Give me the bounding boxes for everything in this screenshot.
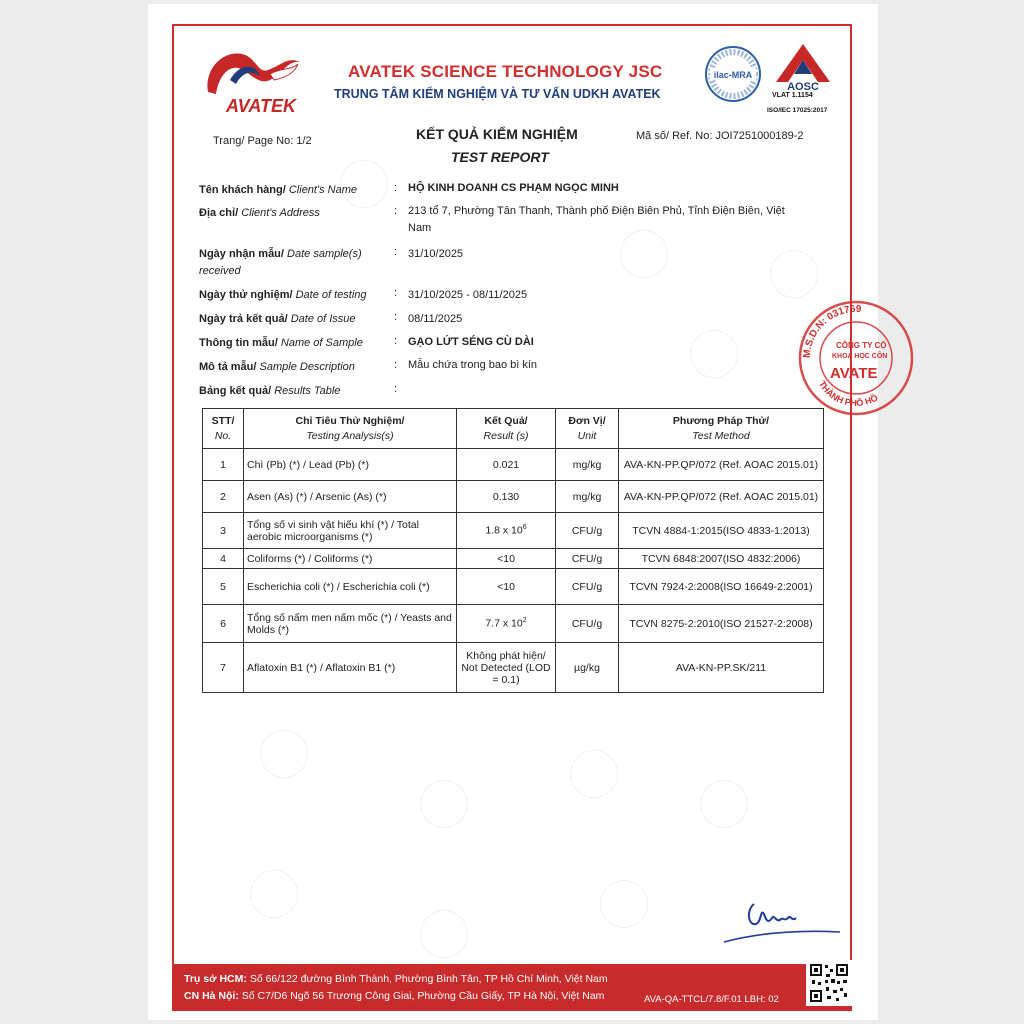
row-result: 0.021	[457, 449, 556, 481]
row-method: TCVN 7924-2:2008(ISO 16649-2:2001)	[619, 569, 824, 605]
report-title-en: TEST REPORT	[451, 149, 549, 165]
row-unit: mg/kg	[556, 449, 619, 481]
result-exponent: 6	[522, 524, 527, 532]
date-received-value: 31/10/2025	[408, 248, 464, 260]
ilac-mra-logo	[704, 45, 762, 103]
qr-code	[806, 960, 852, 1006]
row-analysis: Aflatoxin B1 (*) / Aflatoxin B1 (*)	[244, 643, 457, 693]
row-no: 1	[203, 449, 244, 481]
row-unit: CFU/g	[556, 549, 619, 569]
colon: :	[394, 205, 398, 217]
row-method: AVA-KN-PP.SK/211	[619, 643, 824, 693]
client-name-label: Tên khách hàng/ Client's Name	[199, 184, 357, 196]
date-testing-label: Ngày thử nghiệm/ Date of testing	[199, 289, 367, 301]
stamp-brand: AVATE	[830, 365, 878, 382]
row-analysis: Chì (Pb) (*) / Lead (Pb) (*)	[244, 449, 457, 481]
colon: :	[394, 287, 398, 299]
row-unit: µg/kg	[556, 643, 619, 693]
page-number: Trang/ Page No: 1/2	[213, 135, 312, 147]
row-result: <10	[457, 549, 556, 569]
row-unit: CFU/g	[556, 569, 619, 605]
colon: :	[394, 246, 398, 258]
ilac-text: ilac-MRA	[713, 70, 753, 80]
footer-hanoi: CN Hà Nội: Số C7/D6 Ngõ 56 Trương Công Giai, Phường Cầu Giấy, TP Hà Nội, Việt Nam	[184, 990, 605, 1002]
sample-name-value: GẠO LỨT SÉNG CÙ DÀI	[408, 336, 534, 348]
date-issue-label: Ngày trả kết quả/ Date of Issue	[199, 313, 356, 325]
row-unit: CFU/g	[556, 605, 619, 643]
row-analysis: Tổng số nấm men nấm mốc (*) / Yeasts and Molds (*)	[244, 605, 457, 643]
signature	[722, 892, 842, 952]
result-exponent: 2	[522, 617, 527, 625]
client-name-value: HỘ KINH DOANH CS PHẠM NGỌC MINH	[408, 182, 619, 194]
results-table-label: Bảng kết quả/ Results Table	[199, 385, 341, 397]
row-method: TCVN 8275-2:2010(ISO 21527-2:2008)	[619, 605, 824, 643]
logo-text: AVATEK	[226, 96, 296, 116]
stamp-line1: CÔNG TY CỔ	[836, 341, 887, 350]
date-testing-value: 31/10/2025 - 08/11/2025	[408, 289, 528, 301]
table-row	[203, 481, 824, 513]
client-address-label: Địa chỉ/ Client's Address	[199, 207, 320, 219]
row-result: <10	[457, 569, 556, 605]
footer-hcm: Trụ sở HCM: Số 66/122 đường Bình Thành, Phường Bình Tân, TP Hồ Chí Minh, Việt Nam	[184, 973, 608, 985]
row-result: 1.8 x $10^6$	[457, 513, 556, 549]
sample-desc-value: Mẫu chứa trong bao bì kín	[408, 359, 538, 371]
header-analysis: Chỉ Tiêu Thử Nghiệm/ Testing Analysis(s)	[244, 409, 457, 449]
table-row	[203, 569, 824, 605]
header-result: Kết Quả/ Result (s)	[457, 409, 556, 449]
colon: :	[394, 383, 398, 395]
aosc-iso: ISO/IEC 17025:2017	[767, 107, 828, 114]
company-name: AVATEK SCIENCE TECHNOLOGY JSC	[348, 62, 663, 81]
row-no: 2	[203, 481, 244, 513]
date-received-label: Ngày nhận mẫu/ Date sample(s) received	[199, 248, 362, 277]
client-address-value: 213 tổ 7, Phường Tân Thanh, Thành phố Điện Biên Phủ, Tỉnh Điện Biên, Việt Nam	[408, 205, 785, 234]
row-analysis: Coliforms (*) / Coliforms (*)	[244, 549, 457, 569]
row-no: 5	[203, 569, 244, 605]
company-subtitle: TRUNG TÂM KIỂM NGHIỆM VÀ TƯ VẤN UDKH AVATEK	[334, 87, 661, 101]
reference-number	[636, 130, 804, 142]
row-analysis: Escherichia coli (*) / Escherichia coli (*)	[244, 569, 457, 605]
row-analysis: Tổng số vi sinh vật hiếu khí (*) / Total aerobic microorganisms (*)	[244, 513, 457, 549]
row-result: 0.130	[457, 481, 556, 513]
date-issue-value: 08/11/2025	[408, 313, 463, 325]
row-unit: mg/kg	[556, 481, 619, 513]
form-code: AVA-QA-TTCL/7.8/F.01 LBH: 02	[644, 994, 779, 1005]
table-row	[203, 449, 824, 481]
row-no: 3	[203, 513, 244, 549]
colon: :	[394, 182, 398, 194]
row-method: TCVN 6848:2007(ISO 4832:2006)	[619, 549, 824, 569]
row-unit: CFU/g	[556, 513, 619, 549]
row-method: AVA-KN-PP.QP/072 (Ref. AOAC 2015.01)	[619, 481, 824, 513]
row-method: TCVN 4884-1:2015(ISO 4833-1:2013)	[619, 513, 824, 549]
row-result: 7.7 x $10^2$	[457, 605, 556, 643]
colon: :	[394, 359, 398, 371]
row-no: 4	[203, 549, 244, 569]
header-stt: STT/ No.	[203, 409, 244, 449]
sample-name-label: Thông tin mẫu/ Name of Sample	[199, 337, 363, 349]
report-title-vn: KẾT QUẢ KIỂM NGHIỆM	[416, 126, 578, 142]
colon: :	[394, 311, 398, 323]
stamp-city: THÀNH PHỐ HỒ	[816, 379, 880, 409]
ref-value: JOI7251000189-2	[715, 130, 804, 142]
colon: :	[394, 335, 398, 347]
aosc-text: AOSC	[787, 81, 819, 92]
results-table	[202, 408, 824, 693]
row-no: 6	[203, 605, 244, 643]
ref-label: Mã số/ Ref. No:	[636, 130, 713, 142]
avatek-logo	[200, 40, 310, 118]
header-method: Phương Pháp Thử/ Test Method	[619, 409, 824, 449]
company-stamp	[796, 298, 916, 418]
sample-desc-label: Mô tả mẫu/ Sample Description	[199, 361, 355, 373]
table-row	[203, 513, 824, 549]
aosc-vlat: VLAT 1.1154	[772, 92, 813, 99]
table-row	[203, 643, 824, 693]
row-analysis: Asen (As) (*) / Arsenic (As) (*)	[244, 481, 457, 513]
table-row	[203, 549, 824, 569]
stamp-line2: KHOA HỌC CÔN	[832, 353, 888, 360]
row-no: 7	[203, 643, 244, 693]
table-row	[203, 605, 824, 643]
header-unit: Đơn Vị/ Unit	[556, 409, 619, 449]
row-method: AVA-KN-PP.QP/072 (Ref. AOAC 2015.01)	[619, 449, 824, 481]
stamp-msdn: M.S.D.N: 031769	[801, 303, 862, 359]
row-result: Không phát hiện/ Not Detected (LOD = 0.1)	[457, 643, 556, 693]
